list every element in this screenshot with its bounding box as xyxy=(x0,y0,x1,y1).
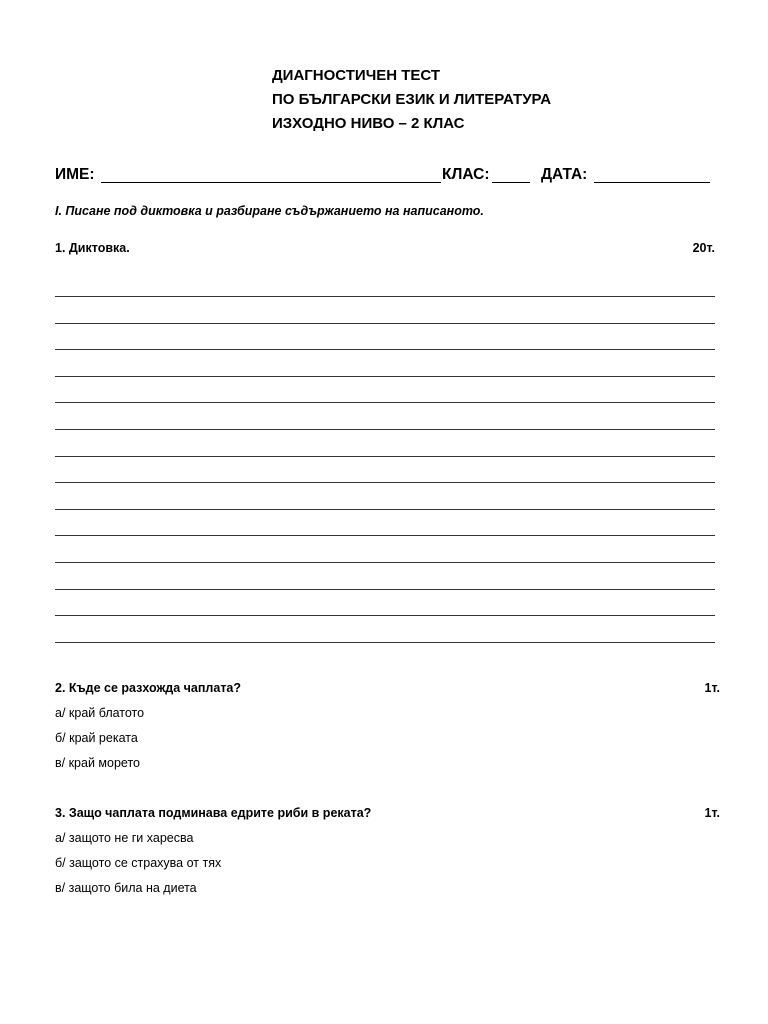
dictation-heading xyxy=(55,241,715,255)
writing-line xyxy=(55,615,715,616)
title-line-1: ДИАГНОСТИЧЕН ТЕСТ xyxy=(272,67,441,84)
title-line-3: ИЗХОДНО НИВО – 2 КЛАС xyxy=(272,115,465,132)
writing-line xyxy=(55,376,715,377)
question-2 xyxy=(55,681,720,695)
writing-line xyxy=(55,589,715,590)
question-2-points: 1т. xyxy=(704,681,720,695)
writing-line xyxy=(55,642,715,643)
section-title: I. Писане под диктовка и разбиране съдържанието на написаното. xyxy=(55,204,484,218)
question-3 xyxy=(55,806,720,820)
writing-line xyxy=(55,456,715,457)
writing-line xyxy=(55,482,715,483)
title-line-2: ПО БЪЛГАРСКИ ЕЗИК И ЛИТЕРАТУРА xyxy=(272,91,552,108)
dictation-label: 1. Диктовка. xyxy=(55,241,130,255)
question-3-label: 3. Защо чаплата подминава едрите риби в реката? xyxy=(55,806,372,820)
date-field[interactable] xyxy=(594,166,710,183)
writing-line xyxy=(55,429,715,430)
question-3-option-b[interactable]: б/ защото се страхува от тях xyxy=(55,856,222,870)
class-field[interactable] xyxy=(492,166,530,183)
writing-line xyxy=(55,509,715,510)
writing-line xyxy=(55,562,715,563)
test-title xyxy=(272,64,551,136)
name-label: ИМЕ: xyxy=(55,166,95,183)
dictation-points: 20т. xyxy=(692,241,715,255)
question-2-option-a[interactable]: а/ край блатото xyxy=(55,706,145,720)
question-3-points: 1т. xyxy=(704,806,720,820)
writing-line xyxy=(55,323,715,324)
class-label: КЛАС: xyxy=(442,166,490,183)
question-2-option-b[interactable]: б/ край реката xyxy=(55,731,138,745)
writing-line xyxy=(55,402,715,403)
question-2-option-c[interactable]: в/ край морето xyxy=(55,756,140,770)
question-3-option-c[interactable]: в/ защото била на диета xyxy=(55,881,197,895)
date-label: ДАТА: xyxy=(541,166,588,183)
writing-line xyxy=(55,349,715,350)
question-3-option-a[interactable]: а/ защото не ги харесва xyxy=(55,831,194,845)
student-info-row xyxy=(55,166,715,188)
writing-line xyxy=(55,296,715,297)
name-blank-line xyxy=(101,166,441,183)
writing-line xyxy=(55,535,715,536)
question-2-label: 2. Къде се разхожда чаплата? xyxy=(55,681,242,695)
